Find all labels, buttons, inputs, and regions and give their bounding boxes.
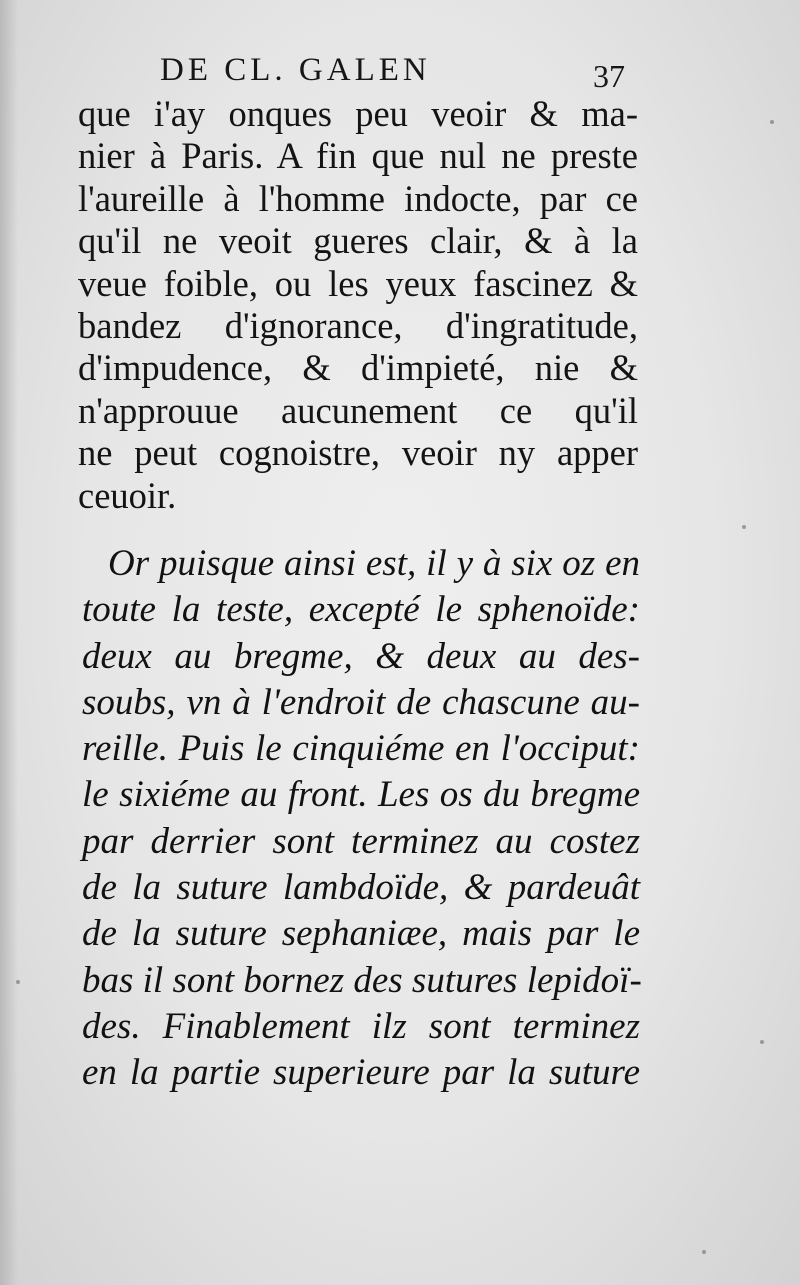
page-number: 37 (593, 58, 625, 94)
text-line: des. Finablement ilz sont terminez (82, 1005, 640, 1047)
text-line: nier à Paris. A fin que nul ne preste (78, 135, 638, 177)
running-title: DE CL. GALEN (160, 52, 431, 88)
text-line: toute la teste, excepté le sphenoïde: (82, 589, 640, 631)
paper-speck (770, 120, 774, 124)
text-line: reille. Puis le cinquiéme en l'occiput: (82, 728, 640, 770)
text-line: par derrier sont terminez au costez (82, 820, 640, 862)
text-line: deux au bregme, & deux au des- (82, 635, 640, 677)
text-line: en la partie superieure par la suture (82, 1052, 640, 1094)
text-line: n'approuue aucunement ce qu'il (78, 389, 638, 431)
text-line: de la suture sephaniæe, mais par le (82, 913, 640, 955)
roman-paragraph (78, 93, 638, 517)
paper-speck (702, 1250, 706, 1254)
text-line: l'aureille à l'homme indocte, par ce (78, 177, 638, 219)
page-gutter-shadow (0, 0, 18, 1285)
text-line: ceuoir. (78, 474, 177, 516)
text-line: veue foible, ou les yeux fascinez & (78, 262, 638, 304)
paper-speck (16, 980, 20, 984)
text-line: soubs, vn à l'endroit de chascune au- (82, 681, 640, 723)
text-line: le sixiéme au front. Les os du bregme (82, 774, 640, 816)
italic-paragraph (82, 541, 640, 1097)
text-line: ne peut cognoistre, veoir ny apper (78, 432, 638, 474)
text-line: qu'il ne veoit gueres clair, & à la (78, 220, 638, 262)
paper-speck (742, 525, 746, 529)
text-line: de la suture lambdoïde, & pardeuât (82, 867, 640, 909)
text-line: bas il sont bornez des sutures lepidoï- (82, 959, 642, 1001)
text-line: d'impudence, & d'impieté, nie & (78, 347, 638, 389)
text-line: que i'ay onques peu veoir & ma- (78, 93, 638, 134)
text-line: Or puisque ainsi est, il y à six oz en (108, 543, 640, 584)
paper-speck (760, 1040, 764, 1044)
text-line: bandez d'ignorance, d'ingratitude, (78, 305, 638, 347)
